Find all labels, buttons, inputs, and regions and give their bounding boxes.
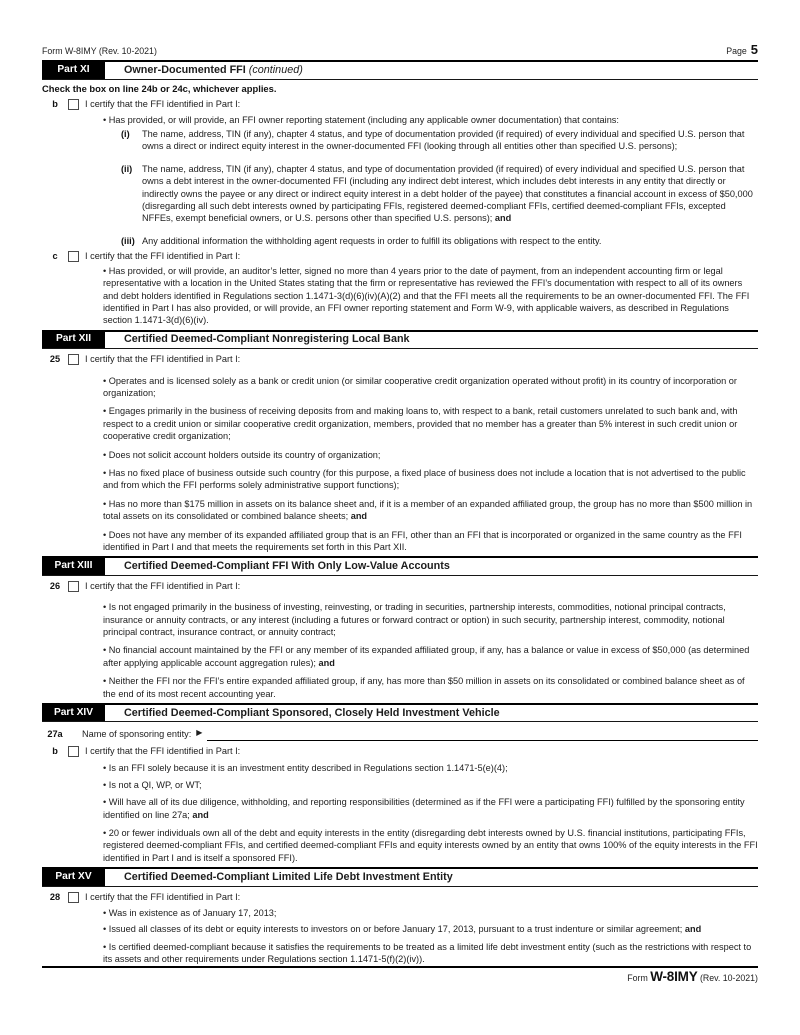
checkbox-cell bbox=[68, 98, 85, 111]
part-xi-title bbox=[124, 62, 303, 78]
bank-bullet bbox=[103, 375, 758, 400]
roman-item-ii bbox=[121, 163, 758, 225]
line-27b-checkbox[interactable] bbox=[68, 746, 79, 757]
roman-text-ii bbox=[142, 163, 758, 225]
part-xi-continued-note: (continued) bbox=[248, 63, 303, 76]
part-xiv-title: Certified Deemed-Compliant Sponsored, Closely Held Investment Vehicle bbox=[124, 706, 500, 719]
roman-item-i bbox=[121, 128, 758, 153]
bullet-text: Was in existence as of January 17, 2013; bbox=[108, 907, 277, 918]
line-24b-num: b bbox=[52, 99, 58, 110]
line-24c-row bbox=[42, 250, 758, 263]
part-xv-header bbox=[42, 867, 758, 886]
line-27b-num: b bbox=[52, 745, 58, 756]
bank-bullet bbox=[103, 449, 758, 461]
part-xiii-label: Part XIII bbox=[42, 558, 105, 574]
bullet-text: Neither the FFI nor the FFI’s entire expanded affiliated group, if any, has more than $50 million in assets on its consolidated or combined balance sheet as of the end of its most recent accounting year. bbox=[103, 676, 745, 699]
part-xi-title-text: Owner-Documented FFI bbox=[124, 63, 246, 76]
part-xiii-title: Certified Deemed-Compliant FFI With Only Low-Value Accounts bbox=[124, 559, 450, 572]
line-26-checkbox[interactable] bbox=[68, 581, 79, 592]
line-24b-checkbox[interactable] bbox=[68, 99, 79, 110]
bullet-text: 20 or fewer individuals own all of the debt and equity interests in the entity (disregarding debt interests owned by U.S. financial institutions, participating FFIs, registered deemed-compliant FFIs, and certified deemed-compliant FFIs and equity interests owned by an entity that owns 100% of the equity interests in the FFI identified in Part I and is itself a sponsored FFI). bbox=[103, 827, 758, 863]
bullet-text: Is an FFI solely because it is an investment entity described in Regulations section 1.1471-5(e)(4); bbox=[108, 763, 508, 774]
line-28-num: 28 bbox=[49, 891, 61, 902]
low-value-bullet bbox=[103, 601, 758, 638]
part-xi-label: Part XI bbox=[42, 62, 105, 78]
line-24b-row bbox=[42, 98, 758, 111]
line-26-num: 26 bbox=[49, 580, 61, 591]
roman-body: Any additional information the withholding agent requests in order to fulfill its obligations with respect to the entity. bbox=[142, 235, 602, 246]
line-26-label: I certify that the FFI identified in Part I: bbox=[85, 580, 241, 591]
low-value-bullet bbox=[103, 644, 758, 669]
part-xi-header bbox=[42, 60, 758, 79]
roman-item-iii bbox=[121, 235, 758, 247]
checkbox-cell bbox=[68, 250, 85, 263]
sponsored-bullet bbox=[103, 827, 758, 864]
bank-bullet bbox=[103, 529, 758, 554]
sponsoring-entity-label: Name of sponsoring entity: bbox=[82, 729, 192, 740]
bullet-text: Engages primarily in the business of receiving deposits from and making loans to, with respect to a bank, retail customers unrelated to such bank and, with respect to a credit union or similar cooperative credit organization, members, provided that no member has a greater than 5% interest in such credit union or cooperative credit organization; bbox=[103, 406, 738, 442]
part-xiii-header bbox=[42, 556, 758, 575]
line-27a-row bbox=[42, 727, 758, 740]
footer-form-number: W-8IMY bbox=[650, 969, 698, 984]
line-25-row bbox=[42, 353, 758, 366]
line-27b-row bbox=[42, 745, 758, 758]
line-24c-checkbox[interactable] bbox=[68, 251, 79, 262]
line-27a-num: 27a bbox=[47, 729, 63, 740]
roman-text-iii bbox=[142, 235, 758, 247]
page-header bbox=[42, 44, 758, 57]
form-id: Form W-8IMY (Rev. 10-2021) bbox=[42, 46, 157, 56]
roman-num-i: (i) bbox=[121, 129, 130, 140]
bullet-text: Has no fixed place of business outside such country (for this purpose, a fixed place of business does not include a location that is not advertised to the public and from which the FFI performs solely administrative support functions); bbox=[103, 467, 746, 491]
footer-form-id bbox=[42, 971, 758, 984]
part-xv-label: Part XV bbox=[42, 869, 105, 885]
part-xii-header bbox=[42, 330, 758, 349]
line-25-checkbox[interactable] bbox=[68, 354, 79, 365]
bullet-text: Has no more than $175 million in assets on its balance sheet and, if it is a member of an expanded affiliated group, the group has no more than $500 million in total assets on its consolidated or combined balance sheets; bbox=[103, 498, 753, 522]
owner-statement-bullet bbox=[103, 114, 758, 126]
footer-form-label: Form bbox=[627, 973, 648, 983]
part-xii-label: Part XII bbox=[42, 332, 105, 348]
bold-and: and bbox=[494, 213, 512, 224]
auditor-letter-bullet bbox=[103, 265, 758, 327]
part-xv-title: Certified Deemed-Compliant Limited Life Debt Investment Entity bbox=[124, 870, 453, 883]
bold-and: and bbox=[684, 924, 702, 935]
part-xiv-label: Part XIV bbox=[42, 705, 105, 721]
line-27b-label: I certify that the FFI identified in Part I: bbox=[85, 745, 241, 756]
line-24c-label: I certify that the FFI identified in Part I: bbox=[85, 251, 241, 262]
footer-rev: (Rev. 10-2021) bbox=[699, 973, 758, 983]
line-24c-num: c bbox=[52, 251, 58, 262]
limited-life-bullet bbox=[103, 907, 758, 919]
roman-text-i bbox=[142, 128, 758, 153]
line-26-row bbox=[42, 580, 758, 593]
page-footer bbox=[42, 966, 758, 984]
line-25-label: I certify that the FFI identified in Part I: bbox=[85, 354, 241, 365]
part-xi-instruction: Check the box on line 24b or 24c, whichever applies. bbox=[42, 82, 277, 94]
bullet-text: Has provided, or will provide, an FFI owner reporting statement (including any applicable owner documentation) that contains: bbox=[108, 114, 619, 125]
roman-body: The name, address, TIN (if any), chapter 4 status, and type of documentation provided (if required) of every individual and specified U.S. person that owns a debt interest in the owner-documented FFI (including any indirect debt interest, which includes debt interests in any entity that directly or indirectly owns the payee or any direct or indirect equity interest in a debt holder of the payee) that constitutes a financial account in excess of $50,000 (disregarding all such debt interests owned by participating FFIs, registered deemed-compliant FFIs, certified deemed-compliant FFIs, excepted NFFEs, exempt beneficial owners, or U.S. persons other than specified U.S. persons); bbox=[142, 163, 753, 224]
part-xii-title: Certified Deemed-Compliant Nonregistering Local Bank bbox=[124, 333, 410, 346]
line-25-num: 25 bbox=[49, 354, 61, 365]
part-xiv-header bbox=[42, 703, 758, 722]
bank-bullet bbox=[103, 405, 758, 442]
low-value-bullet bbox=[103, 675, 758, 700]
bullet-text: Is certified deemed-compliant because it satisfies the requirements to be treated as a limited life debt investment entity (such as the restrictions with respect to its assets and other requirements under Regulations section 1.1471-5(f)(2)(iv)). bbox=[103, 941, 752, 965]
bullet-text: Is not a QI, WP, or WT; bbox=[108, 779, 202, 790]
bold-and: and bbox=[350, 511, 368, 522]
sponsored-bullet bbox=[103, 796, 758, 821]
bullet-text: Operates and is licensed solely as a bank or credit union (or similar cooperative credit organization operated without profit) in its country of incorporation or organization; bbox=[103, 375, 737, 398]
line-28-row bbox=[42, 891, 758, 904]
bullet-text: Issued all classes of its debt or equity interests to investors on or before January 17, 2013, pursuant to a trust indenture or similar agreement; bbox=[108, 924, 685, 935]
roman-num-iii: (iii) bbox=[121, 235, 135, 246]
bullet-text: Has provided, or will provide, an auditor’s letter, signed no more than 4 years prior to the date of payment, from an independent accounting firm or legal representative with a location in the United States stating that the firm or representative has reviewed the FFI’s documentation with respect to all of its owners and debt holders identified in Regulations section 1.1471-3(d)(6)(iv)(A)(2) and that the FFI meets all the requirements to be an owner-documented FFI. The FFI identified in Part I has also provided, or will provide, an FFI owner reporting statement and Form W-9, with applicable waivers, as described in Regulations section 1.1471-3(d)(6)(iv). bbox=[103, 265, 750, 326]
arrow-right-icon: ▶ bbox=[196, 728, 203, 738]
bank-bullet bbox=[103, 498, 758, 523]
page-label: Page bbox=[726, 46, 747, 56]
sponsoring-entity-input[interactable] bbox=[207, 729, 758, 741]
bank-bullet bbox=[103, 467, 758, 492]
checkbox-cell bbox=[68, 353, 85, 366]
bullet-text: Is not engaged primarily in the business of investing, reinvesting, or trading in securities, partnership interests, commodities, notional principal contracts, insurance or annuity contracts, or any interest (including a futures or forward contract or option) in such security, partnership interest, commodity, notional principal contract, insurance contract, or annuity contract; bbox=[103, 602, 726, 638]
page-number: 5 bbox=[750, 42, 758, 57]
limited-life-bullet bbox=[103, 941, 758, 966]
checkbox-cell bbox=[68, 745, 85, 758]
line-28-label: I certify that the FFI identified in Part I: bbox=[85, 891, 241, 902]
sponsored-bullet bbox=[103, 779, 758, 791]
roman-body: The name, address, TIN (if any), chapter 4 status, and type of documentation provided (if required) of every individual and specified U.S. person that owns a direct or indirect equity interest in the owner-documented FFI (looking through all entities other than specified U.S. persons); bbox=[142, 129, 745, 152]
line-24b-label: I certify that the FFI identified in Part I: bbox=[85, 99, 241, 110]
checkbox-cell bbox=[68, 580, 85, 593]
bullet-text: Will have all of its due diligence, withholding, and reporting responsibilities (determined as if the FFI were a participating FFI) fulfilled by the sponsoring entity identified on line 27a; bbox=[103, 797, 745, 820]
limited-life-bullet bbox=[103, 923, 758, 935]
bullet-text: Does not have any member of its expanded affiliated group that is an FFI, other than an FFI that is incorporated or organized in the same country as the FFI identified in Part I and that meets the requirements set forth in this Part XII. bbox=[103, 529, 742, 552]
page-indicator bbox=[726, 44, 758, 57]
bullet-text: Does not solicit account holders outside its country of organization; bbox=[108, 449, 381, 460]
line-28-checkbox[interactable] bbox=[68, 892, 79, 903]
footer-rule bbox=[42, 966, 758, 968]
sponsored-bullet bbox=[103, 762, 758, 774]
bullet-text: No financial account maintained by the FFI or any member of its expanded affiliated group, if any, has a balance or value in excess of $50,000 (as determined after applying applicable account aggregation rules); bbox=[103, 645, 750, 668]
bold-and: and bbox=[192, 809, 209, 820]
roman-num-ii: (ii) bbox=[121, 163, 133, 174]
checkbox-cell bbox=[68, 891, 85, 904]
bold-and: and bbox=[318, 657, 335, 668]
